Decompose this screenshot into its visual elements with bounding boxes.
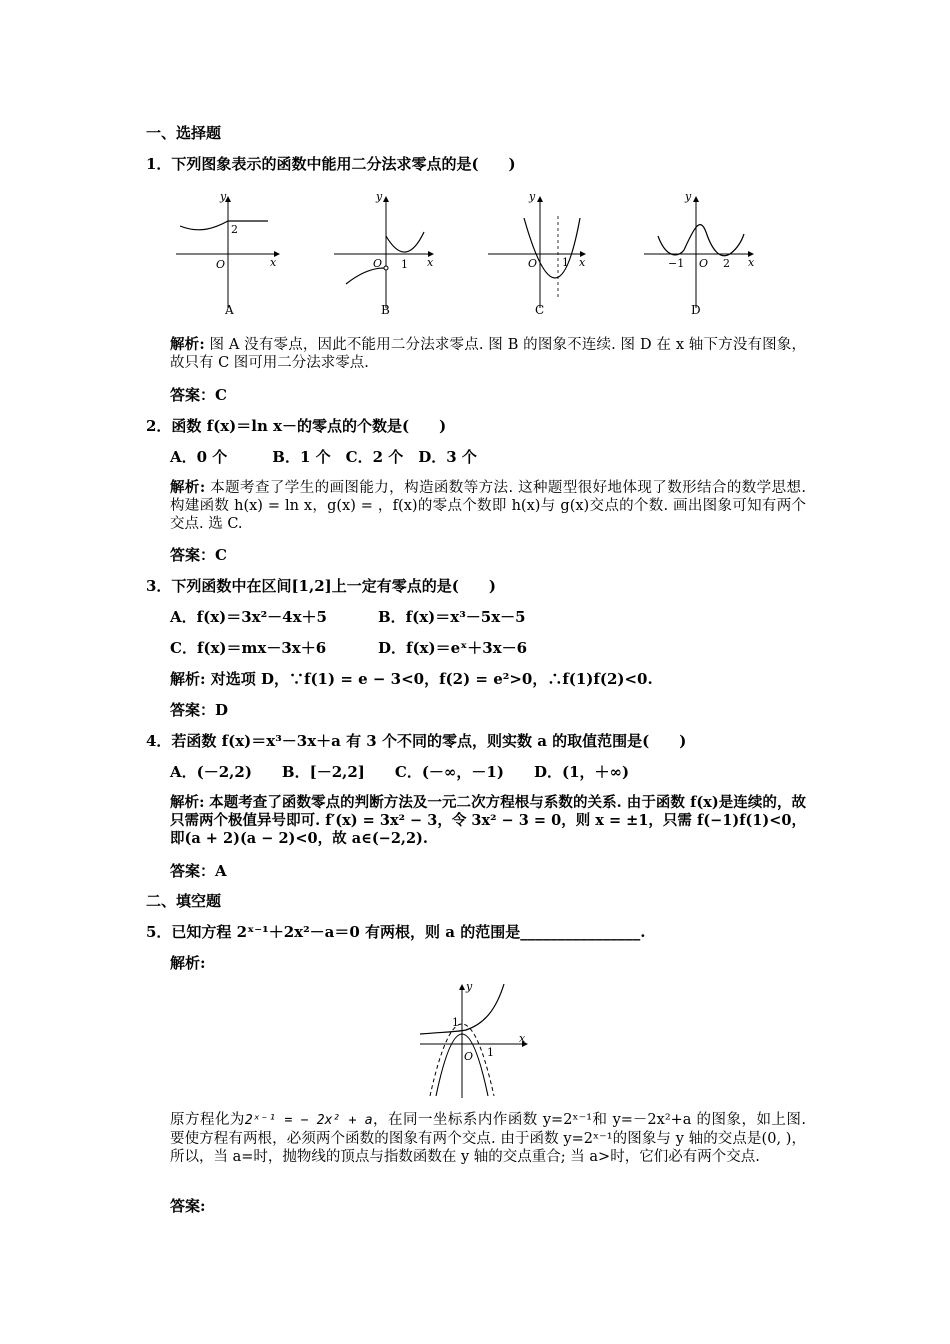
- question-1-stem: 1．下列图象表示的函数中能用二分法求零点的是( ): [146, 155, 516, 173]
- question-3-stem: 3．下列函数中在区间[1,2]上一定有零点的是( ): [146, 577, 496, 595]
- graph-b-y-label: y: [376, 190, 383, 203]
- graph-c-y-label: y: [529, 190, 536, 203]
- analysis-text: 本题考查了函数零点的判断方法及一元二次方程根与系数的关系. 由于函数 f(x)是连续的，故只需两个极值异号即可. f′(x) = 3x² − 3，令 3x² − 3 = 0，则 x = ±1，只需 f(−1)f(1)<0，即(a + 2)(a − 2)<0，故 a∈(−2,2).: [170, 794, 807, 847]
- analysis-text: 对选项 D，∵f(1) = e − 3<0，f(2) = e²>0，∴f(1)f(2)<0.: [210, 670, 653, 688]
- question-3-option-b: B．f(x)＝x³－5x－5: [378, 608, 526, 626]
- question-1-answer: 答案：C: [170, 386, 227, 404]
- question-3-answer: 答案：D: [170, 701, 229, 719]
- graph-b-caption: B: [381, 303, 390, 317]
- graph-d-x-label: x: [748, 256, 755, 269]
- graph-b: [334, 190, 434, 317]
- analysis-label: 解析:: [170, 794, 205, 811]
- graph-b-tick-1: 1: [401, 258, 408, 271]
- graph-a-x-label: x: [270, 256, 277, 269]
- question-4-answer: 答案：A: [170, 862, 227, 880]
- graph-5-origin-label: O: [464, 1050, 474, 1063]
- question-5-stem: 5．已知方程 2ˣ⁻¹＋2x²－a＝0 有两根，则 a 的范围是________________.: [146, 923, 646, 941]
- graph-c-x-label: x: [579, 256, 586, 269]
- graph-d-caption: D: [691, 303, 701, 317]
- analysis-label: 解析:: [170, 336, 205, 353]
- question-2-stem: 2．函数 f(x)＝ln x－的零点的个数是( ): [146, 417, 447, 435]
- question-2-answer: 答案：C: [170, 546, 227, 564]
- graph-c-caption: C: [535, 303, 545, 317]
- question-4-analysis: [170, 794, 806, 848]
- graph-b-origin-label: O: [373, 257, 383, 270]
- question-4-options: A．(－2,2) B．[－2,2] C．(－∞，－1) D．(1，＋∞): [170, 763, 630, 781]
- section-heading-choice: 一、选择题: [146, 124, 222, 142]
- graph-a-tick-2: 2: [231, 223, 238, 236]
- analysis-text: ，在同一坐标系内作函数 y=2ˣ⁻¹和 y=－2x²+a 的图象，如上图. 要使方程有两根，必须两个函数的图象有两个交点. 由于函数 y=2ˣ⁻¹的图象与 y 轴的交点是(0, )，所以，当 a=时，抛物线的顶点与指数函数在 y 轴的交点重合; 当 a>时，它们必有两个交点.: [170, 1112, 806, 1165]
- graph-a-origin-label: O: [216, 258, 226, 271]
- graph-d-origin-label: O: [699, 257, 709, 270]
- question-4-stem: 4．若函数 f(x)＝x³－3x＋a 有 3 个不同的零点，则实数 a 的取值范围是( ): [146, 732, 687, 750]
- question-2-analysis: [170, 479, 806, 533]
- graph-c-tick-1: 1: [562, 256, 569, 269]
- graph-d-y-label: y: [685, 190, 692, 203]
- graph-5-tick-x1: 1: [487, 1046, 494, 1059]
- graph-a-caption: A: [225, 303, 234, 317]
- graph-d-tick-neg1: −1: [668, 257, 685, 270]
- question-3-option-c: C．f(x)＝mx－3x＋6: [170, 639, 327, 657]
- graph-b-x-label: x: [427, 256, 434, 269]
- question-1-analysis: [170, 336, 806, 372]
- graph-d-tick-2: 2: [723, 257, 730, 270]
- question-2-options: A．0 个 B．1 个 C．2 个 D．3 个: [170, 448, 477, 466]
- question-5-analysis: [170, 1111, 806, 1166]
- graph-5-x-label: x: [519, 1032, 526, 1045]
- question-5-graph: [414, 980, 534, 1100]
- analysis-formula: 2ˣ⁻¹ = − 2x² + a: [244, 1113, 373, 1128]
- analysis-label: 解析:: [170, 479, 206, 496]
- graph-5-tick-y1: 1: [452, 1016, 459, 1029]
- graph-a-y-label: y: [220, 190, 227, 203]
- question-3-option-a: A．f(x)＝3x²－4x＋5: [170, 608, 327, 626]
- analysis-label: 解析:: [170, 670, 206, 688]
- graph-c-origin-label: O: [528, 257, 538, 270]
- graph-d: [644, 190, 755, 317]
- graph-c: [488, 190, 586, 317]
- graph-a: [176, 190, 280, 317]
- question-1-graphs: [170, 188, 770, 320]
- question-3-option-d: D．f(x)＝eˣ＋3x－6: [378, 639, 528, 657]
- question-5-analysis-label: 解析:: [170, 954, 206, 972]
- section-heading-fill: 二、填空题: [146, 892, 222, 910]
- analysis-text: 图 A 没有零点，因此不能用二分法求零点. 图 B 的图象不连续. 图 D 在 x 轴下方没有图象，故只有 C 图可用二分法求零点.: [170, 337, 806, 371]
- analysis-lead: 原方程化为: [170, 1112, 245, 1128]
- analysis-text: 本题考查了学生的画图能力，构造函数等方法. 这种题型很好地体现了数形结合的数学思想. 构建函数 h(x) = ln x，g(x) = ，f(x)的零点个数即 h(x)与 g(x)交点的个数. 画出图象可知有两个交点. 选 C.: [170, 480, 807, 532]
- question-3-analysis: [170, 670, 653, 688]
- graph-5-y-label: y: [466, 980, 473, 993]
- question-5-answer: 答案:: [170, 1197, 206, 1215]
